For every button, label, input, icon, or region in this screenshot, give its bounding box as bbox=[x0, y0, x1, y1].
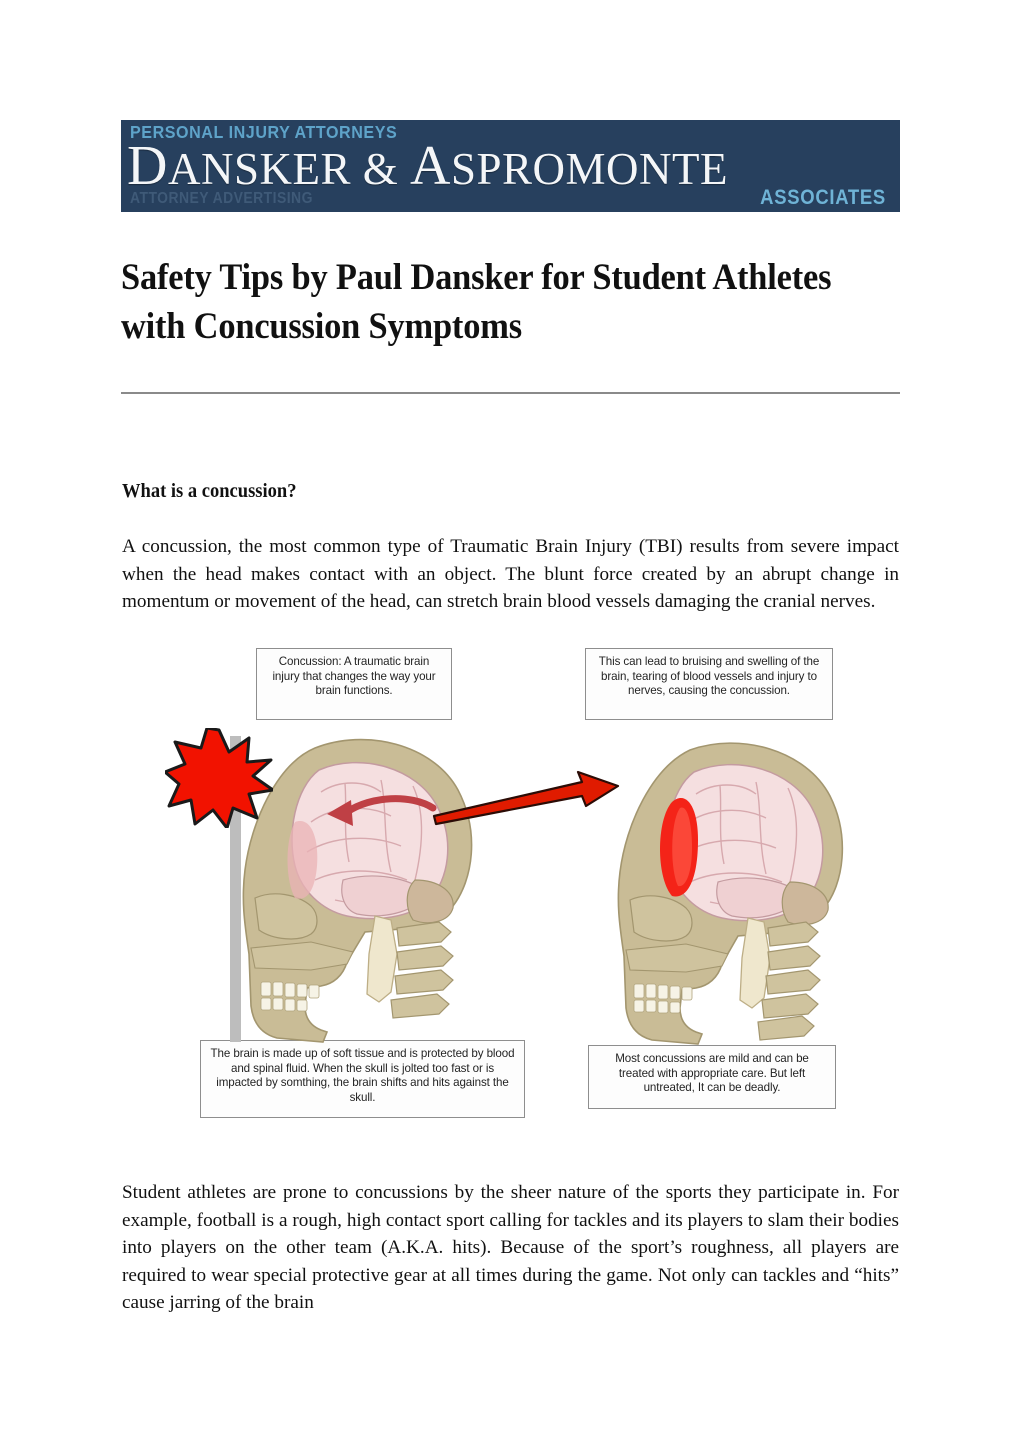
diagram-caption-bottom-right: Most concussions are mild and can be treated with appropriate care. But left untreated, It can be deadly. bbox=[588, 1045, 836, 1109]
letterhead-associates: ASSOCIATES bbox=[760, 186, 886, 209]
skull-illustration-right bbox=[598, 736, 860, 1048]
title-divider bbox=[121, 392, 900, 394]
outro-paragraph: Student athletes are prone to concussions by the sheer nature of the sports they participate in. For example, football is a rough, high contact sport calling for tackles and its players to slam their bodies into players on the other team (A.K.A. hits). Because of the sport’s roughness, all players are required to wear special protective gear at all times during the game. Not only can tackles and “hits” cause jarring of the brain bbox=[122, 1182, 899, 1314]
diagram-caption-top-left: Concussion: A traumatic brain injury that changes the way your brain functions. bbox=[256, 648, 452, 720]
letterhead-attorney-advertising: ATTORNEY ADVERTISING bbox=[130, 190, 313, 207]
concussion-diagram bbox=[180, 648, 860, 1128]
firm-initial-a: A bbox=[410, 135, 451, 197]
section-heading-what-is-a-concussion: What is a concussion? bbox=[122, 481, 297, 503]
impact-starburst-icon bbox=[165, 728, 273, 828]
letterhead-banner bbox=[121, 120, 900, 212]
letterhead-tagline: PERSONAL INJURY ATTORNEYS bbox=[130, 122, 398, 142]
firm-name-aspromonte: SPROMONTE bbox=[450, 144, 729, 194]
firm-initial-d: D bbox=[127, 135, 168, 197]
firm-name-dansker: ANSKER bbox=[167, 144, 351, 194]
page-title: Safety Tips by Paul Dansker for Student Athletes with Concussion Symptoms bbox=[121, 256, 832, 347]
diagram-caption-top-right: This can lead to bruising and swelling of the brain, tearing of blood vessels and injury to nerves, causing the concussion. bbox=[585, 648, 833, 720]
diagram-caption-bottom-left: The brain is made up of soft tissue and is protected by blood and spinal fluid. When the skull is jolted too fast or is impacted by somthing, the brain shifts and hits against the skull. bbox=[200, 1040, 525, 1118]
intro-paragraph: A concussion, the most common type of Traumatic Brain Injury (TBI) results from severe impact when the head makes contact with an object. The blunt force created by an abrupt change in momentum or movement of the head, can stretch brain blood vessels damaging the cranial nerves. bbox=[122, 536, 899, 613]
letterhead-firm-name bbox=[127, 135, 729, 197]
transition-arrow-icon bbox=[432, 766, 622, 826]
firm-ampersand: & bbox=[350, 144, 410, 194]
